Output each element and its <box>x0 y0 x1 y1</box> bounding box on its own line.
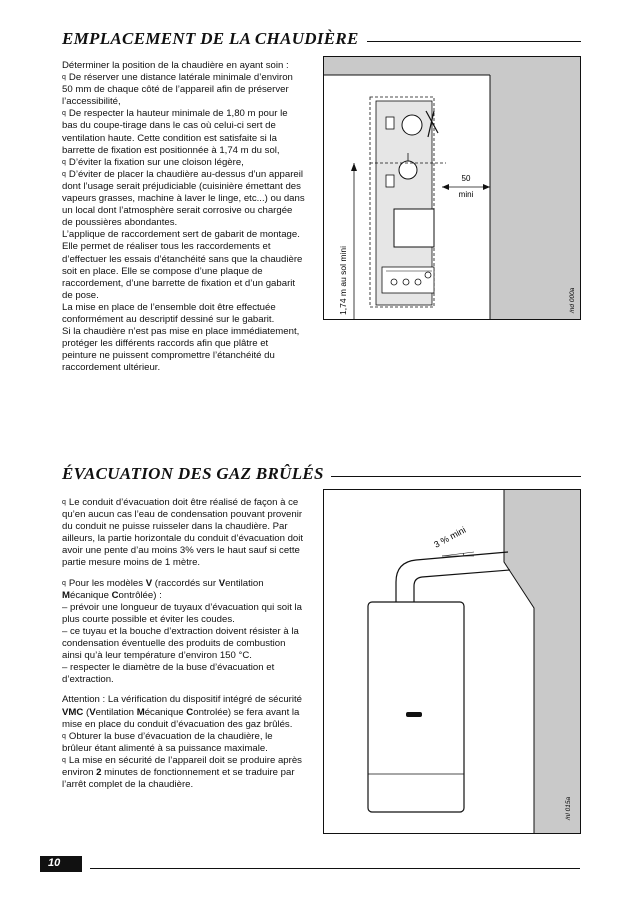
dash-item: – ce tuyau et la bouche d’extraction doivent résister à la condensation éventuelle des produits de combustion ainsi qu’à leur température d’environ 150 °C. <box>62 625 299 662</box>
slope-label: 3 % mini <box>432 524 468 550</box>
boiler-casing <box>394 209 434 247</box>
bullet-icon: q <box>62 158 66 166</box>
paragraph: Si la chaudière n’est pas mise en place immédiatement, protéger les différents raccords afin que plâtre et peinture ne puissent compromettre l’étanchéité du raccordement ultérieur. <box>62 326 300 374</box>
section-title-evacuation: ÉVACUATION DES GAZ BRÛLÉS <box>62 464 324 483</box>
attention-paragraph: Attention : La vérification du dispositif intégré de sécurité VMC (Ventilation Mécanique Controlée) se fera avant la mise en place du conduit d’évacuation des gaz brûlés. <box>62 694 302 730</box>
bullet-item: q De réserver une distance latérale minimale d’environ 50 mm de chaque côté de l’appareil afin de préserver l’accessibilité, <box>62 72 293 108</box>
flue-collar-icon <box>402 115 422 135</box>
boiler-placement-figure <box>323 56 581 320</box>
paragraph: Déterminer la position de la chaudière en ayant soin : <box>62 60 289 71</box>
bullet-icon: q <box>62 756 66 764</box>
figure-reference: /nl 015a <box>565 796 572 820</box>
height-dimension-label: 1,74 m au sol mini <box>338 246 348 315</box>
bullet-item: q Le conduit d’évacuation doit être réalisé de façon à ce qu’en aucun cas l’eau de condensation pouvant provenir du conduit ne puisse ruisseler dans la chaudière. Par ailleurs, la partie horizontale du conduit d’évacuation doit avoir une pente d’au moins 3% vers le haut sauf si cette partie mesure moins de 1 mètre. <box>62 497 304 569</box>
section-evacuation-text <box>62 497 305 791</box>
bullet-icon: q <box>62 110 66 118</box>
boiler-placement-drawing <box>324 57 580 319</box>
page-number: 10 <box>48 857 61 869</box>
boiler-control-slot <box>406 712 422 717</box>
bullet-icon: q <box>62 579 66 587</box>
bullet-item: q D’éviter de placer la chaudière au-dessus d’un appareil dont l’usage serait préjudiciable (cuisinière émettant des vapeurs grasses, machine à laver le linge, etc...) ou dans un local dont l’atmosphère serait corrosive ou chargée de poussières abondantes. <box>62 168 305 229</box>
figure-reference: /nd 000a <box>569 287 576 313</box>
section-emplacement-text <box>62 60 305 374</box>
paragraph: La mise en place de l’ensemble doit être effectuée conformément au descriptif dessiné sur le gabarit. <box>62 301 276 325</box>
side-clearance-value: 50 <box>461 174 471 183</box>
heading-rule <box>331 476 581 477</box>
flue-collar-icon <box>399 161 417 179</box>
bullet-item: q La mise en sécurité de l’appareil doit se produire après environ 2 minutes de fonctionnement et se traduire par l’arrêt complet de la chaudière. <box>62 754 302 791</box>
bullet-icon: q <box>62 499 66 506</box>
flue-evacuation-figure <box>323 489 581 834</box>
bullet-item: q D’éviter la fixation sur une cloison légère, <box>62 156 244 168</box>
flue-evacuation-drawing <box>324 490 580 833</box>
bullet-item: q Obturer la buse d’évacuation de la chaudière, le brûleur étant alimenté à sa puissance maximale. <box>62 730 273 754</box>
flue-pipe-inner <box>414 570 510 602</box>
heading-rule <box>367 41 581 42</box>
dash-item: – respecter le diamètre de la buse d’évacuation et d’extraction. <box>62 662 275 686</box>
footer-rule <box>90 868 580 869</box>
section-title-emplacement: EMPLACEMENT DE LA CHAUDIÈRE <box>62 29 359 48</box>
bullet-item: q Pour les modèles V (raccordés sur Ventilation Mécanique Contrôlée) : <box>62 577 264 601</box>
bullet-item: q De respecter la hauteur minimale de 1,80 m pour le bas du coupe-tirage dans le cas où celui-ci sert de ventilation haute. Cette condition est satisfaite si la barrette de fixation est positionnée à 1,74 m du sol, <box>62 108 288 156</box>
bullet-icon: q <box>62 732 66 740</box>
paragraph: L’applique de raccordement sert de gabarit de montage. Elle permet de réaliser tous les raccordements et d’effectuer les essais d’étanchéité sans que la chaudière soit en place. Elle se compose d’une plaque de raccordement, d’une barrette de fixation et d’un gabarit de pose. <box>62 229 303 301</box>
bullet-icon: q <box>62 74 66 82</box>
flue-pipe-outer <box>396 552 508 602</box>
page-number-box <box>40 856 82 872</box>
bullet-icon: q <box>62 170 66 178</box>
dash-item: – prévoir une longueur de tuyaux d’évacuation qui soit la plus courte possible et éviter les coudes. <box>62 601 303 625</box>
wall-shading <box>504 490 580 833</box>
wall-shading <box>490 57 580 319</box>
side-clearance-unit: mini <box>458 190 474 199</box>
boiler-body <box>368 602 464 812</box>
